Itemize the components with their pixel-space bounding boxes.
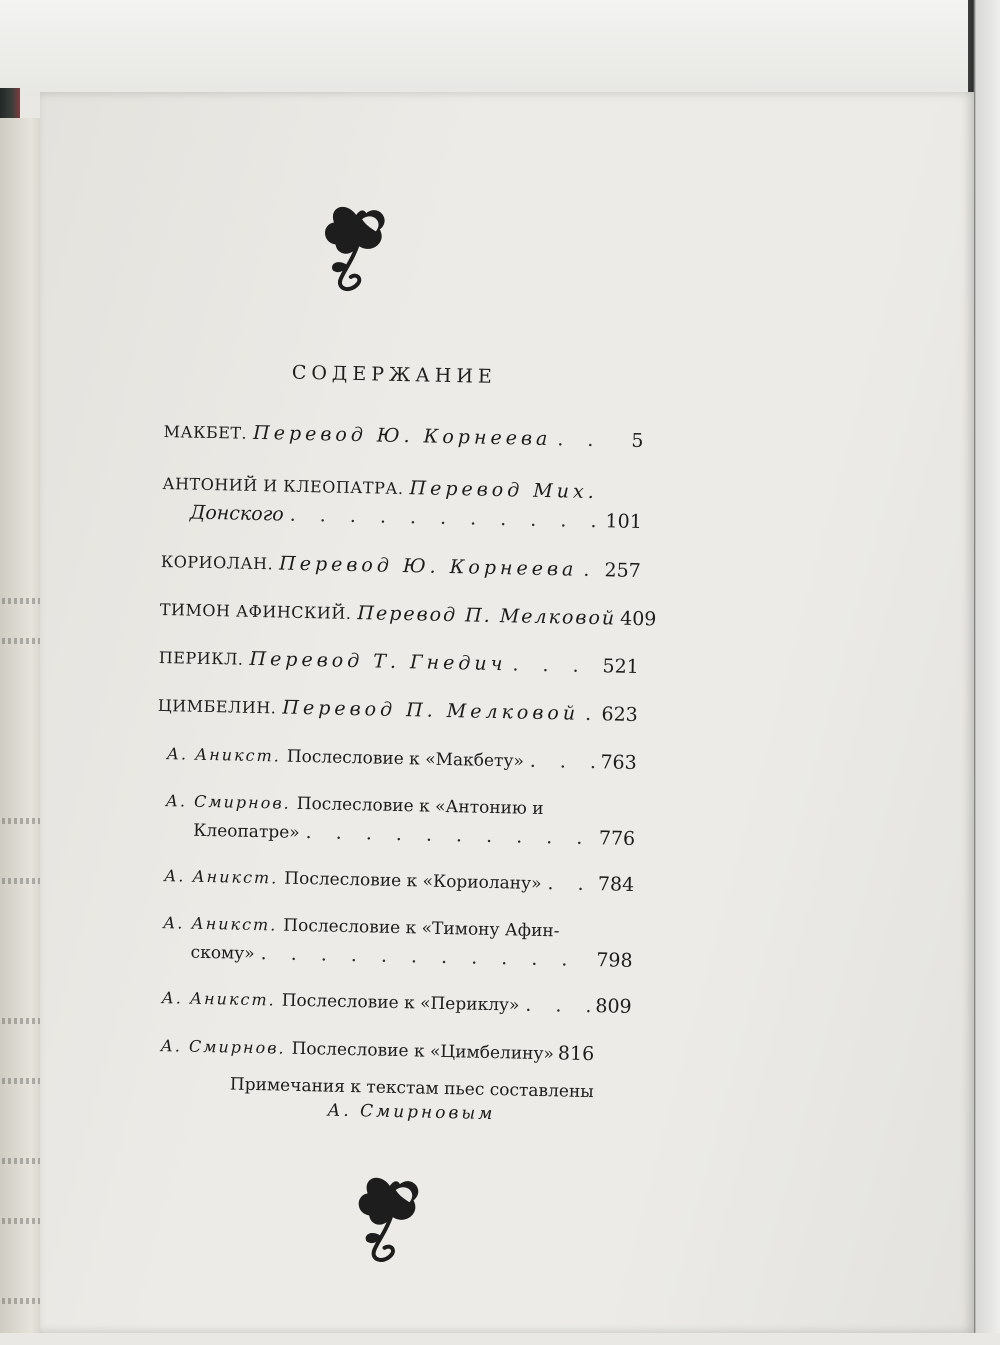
contents-heading: СОДЕРЖАНИЕ xyxy=(291,361,497,388)
toc-entry-cymbeline[interactable] xyxy=(158,691,639,730)
notes-credit-line: Примечания к текстам пьес составлены xyxy=(229,1074,595,1103)
leader-dots xyxy=(289,501,599,535)
leader-dots xyxy=(260,939,590,974)
afterword-author: А. Аникст. xyxy=(163,913,278,935)
entry-title: ПЕРИКЛ. xyxy=(158,647,244,669)
toc-afterword-antony[interactable] xyxy=(165,787,636,854)
toc-entry-coriolanus[interactable] xyxy=(161,547,642,586)
leader-dots xyxy=(556,1039,557,1067)
entry-translation: Перевод Ю. Корнеева xyxy=(252,421,552,451)
afterword-author: А. Смирнов. xyxy=(160,1036,286,1058)
leader-dots xyxy=(305,818,593,852)
entry-title: МАКБЕТ. xyxy=(163,421,248,443)
toc-entry-macbeth[interactable] xyxy=(163,417,644,456)
leader-dots xyxy=(512,650,597,680)
entry-page-number: 409 xyxy=(619,607,657,631)
flower-ornament-icon xyxy=(350,1167,432,1269)
leader-dots xyxy=(525,991,590,1020)
entry-page-number: 101 xyxy=(605,510,643,534)
entry-page-number: 521 xyxy=(602,655,639,678)
notes-credit-author: А. Смирновым xyxy=(327,1100,496,1125)
toc-afterword-cymbeline[interactable] xyxy=(160,1031,631,1070)
entry-translation: Перевод Мих. xyxy=(409,477,598,504)
entry-title: КОРИОЛАН. xyxy=(160,551,274,574)
flower-ornament-icon xyxy=(316,196,398,298)
entry-title: ТИМОН АФИНСКИЙ. xyxy=(159,599,352,623)
afterword-text: Послесловие к «Макбету» xyxy=(286,746,525,772)
leader-dots xyxy=(585,700,596,728)
afterword-text: Послесловие к «Кориолану» xyxy=(284,868,542,895)
entry-translation-cont: Донского xyxy=(189,501,284,526)
afterword-text-cont: скому» xyxy=(190,942,255,965)
afterword-text: Послесловие к «Периклу» xyxy=(281,990,520,1016)
afterword-author: А. Смирнов. xyxy=(165,791,291,813)
notes-credit xyxy=(201,1072,622,1129)
afterword-text: Послесловие к «Тимону Афин- xyxy=(283,915,560,942)
afterword-text: Послесловие к «Антонию и xyxy=(296,793,544,820)
toc-afterword-pericles[interactable] xyxy=(161,983,632,1022)
entry-translation: Перевод П. Мелковой xyxy=(282,696,580,725)
toc-afterword-macbeth[interactable] xyxy=(167,739,638,778)
toc-entry-antony-cleopatra[interactable] xyxy=(162,469,643,536)
leader-dots xyxy=(547,869,592,898)
entry-title: ЦИМБЕЛИН. xyxy=(157,695,277,718)
entry-page-number: 809 xyxy=(595,995,632,1018)
entry-page-number: 776 xyxy=(598,827,636,850)
entry-page-number: 257 xyxy=(604,559,641,583)
entry-page-number: 816 xyxy=(557,1042,595,1066)
entry-page-number: 798 xyxy=(596,949,633,972)
entry-translation: Перевод Т. Гнедич xyxy=(249,647,507,676)
toc-afterword-coriolanus[interactable] xyxy=(164,861,635,900)
leader-dots xyxy=(618,605,619,633)
toc-entry-timon[interactable] xyxy=(159,595,657,634)
toc-entry-pericles[interactable] xyxy=(159,643,640,682)
afterword-text-cont: Клеопатре» xyxy=(193,820,300,843)
entry-title: АНТОНИЙ И КЛЕОПАТРА. xyxy=(162,473,404,499)
entry-page-number: 623 xyxy=(601,703,638,726)
leader-dots xyxy=(557,425,604,454)
afterword-author: А. Аникст. xyxy=(161,988,276,1010)
afterword-text: Послесловие к «Цимбелину» xyxy=(291,1038,555,1065)
entry-page-number: 5 xyxy=(631,429,644,453)
afterword-author: А. Аникст. xyxy=(164,866,279,888)
entry-translation: Перевод П. Мелковой xyxy=(357,602,617,630)
toc-afterword-timon[interactable] xyxy=(162,909,633,976)
afterword-author: А. Аникст. xyxy=(166,744,282,766)
entry-page-number: 763 xyxy=(600,751,637,774)
entry-page-number: 784 xyxy=(597,873,635,896)
entry-translation: Перевод Ю. Корнеева xyxy=(278,552,578,581)
leader-dots xyxy=(530,747,595,776)
leader-dots xyxy=(583,556,599,584)
